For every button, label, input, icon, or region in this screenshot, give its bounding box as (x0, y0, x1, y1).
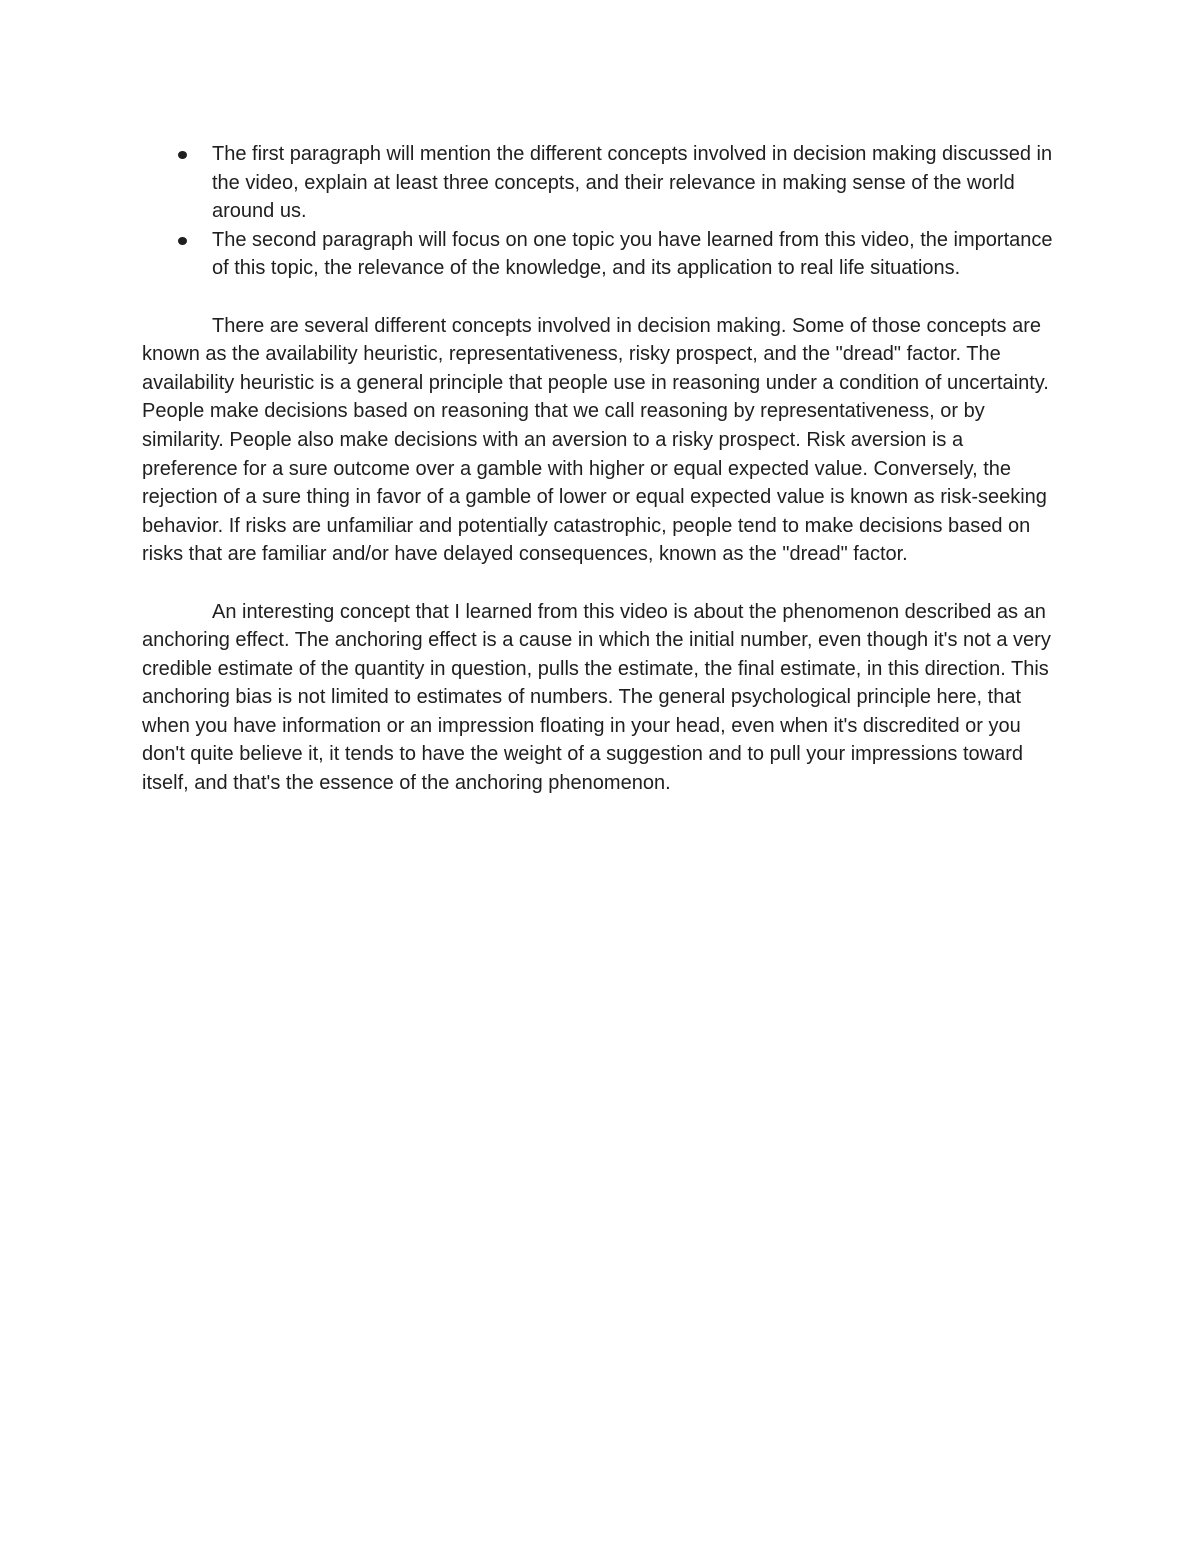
instructions-list (142, 140, 1062, 283)
list-item-text: The second paragraph will focus on one topic you have learned from this video, the importance of this topic, the relevance of the knowledge, and its application to real life situations. (212, 228, 1053, 280)
document-body (142, 140, 1062, 798)
list-item (142, 226, 1062, 283)
bullet-icon (178, 237, 187, 245)
paragraph-decision-concepts: There are several different concepts involved in decision making. Some of those concepts are known as the availability heuristic, representativeness, risky prospect, and the "dread" factor. The availability heuristic is a general principle that people use in reasoning under a condition of uncertainty. People make decisions based on reasoning that we call reasoning by representativeness, or by similarity. People also make decisions with an aversion to a risky prospect. Risk aversion is a preference for a sure outcome over a gamble with higher or equal expected value. Conversely, the rejection of a sure thing in favor of a gamble of lower or equal expected value is known as risk-seeking behavior. If risks are unfamiliar and potentially catastrophic, people tend to make decisions based on risks that are familiar and/or have delayed consequences, known as the "dread" factor. (142, 314, 1049, 566)
paragraph-anchoring-effect: An interesting concept that I learned from this video is about the phenomenon described as an anchoring effect. The anchoring effect is a cause in which the initial number, even though it's not a very credible estimate of the quantity in question, pulls the estimate, the final estimate, in this direction. This anchoring bias is not limited to estimates of numbers. The general psychological principle here, that when you have information or an impression floating in your head, even when it's discredited or you don't quite believe it, it tends to have the weight of a suggestion and to pull your impressions toward itself, and that's the essence of the anchoring phenomenon. (142, 600, 1051, 795)
list-item-text: The first paragraph will mention the different concepts involved in decision making discussed in the video, explain at least three concepts, and their relevance in making sense of the world around us. (212, 143, 1053, 223)
bullet-icon (178, 151, 187, 159)
list-item (142, 140, 1062, 226)
